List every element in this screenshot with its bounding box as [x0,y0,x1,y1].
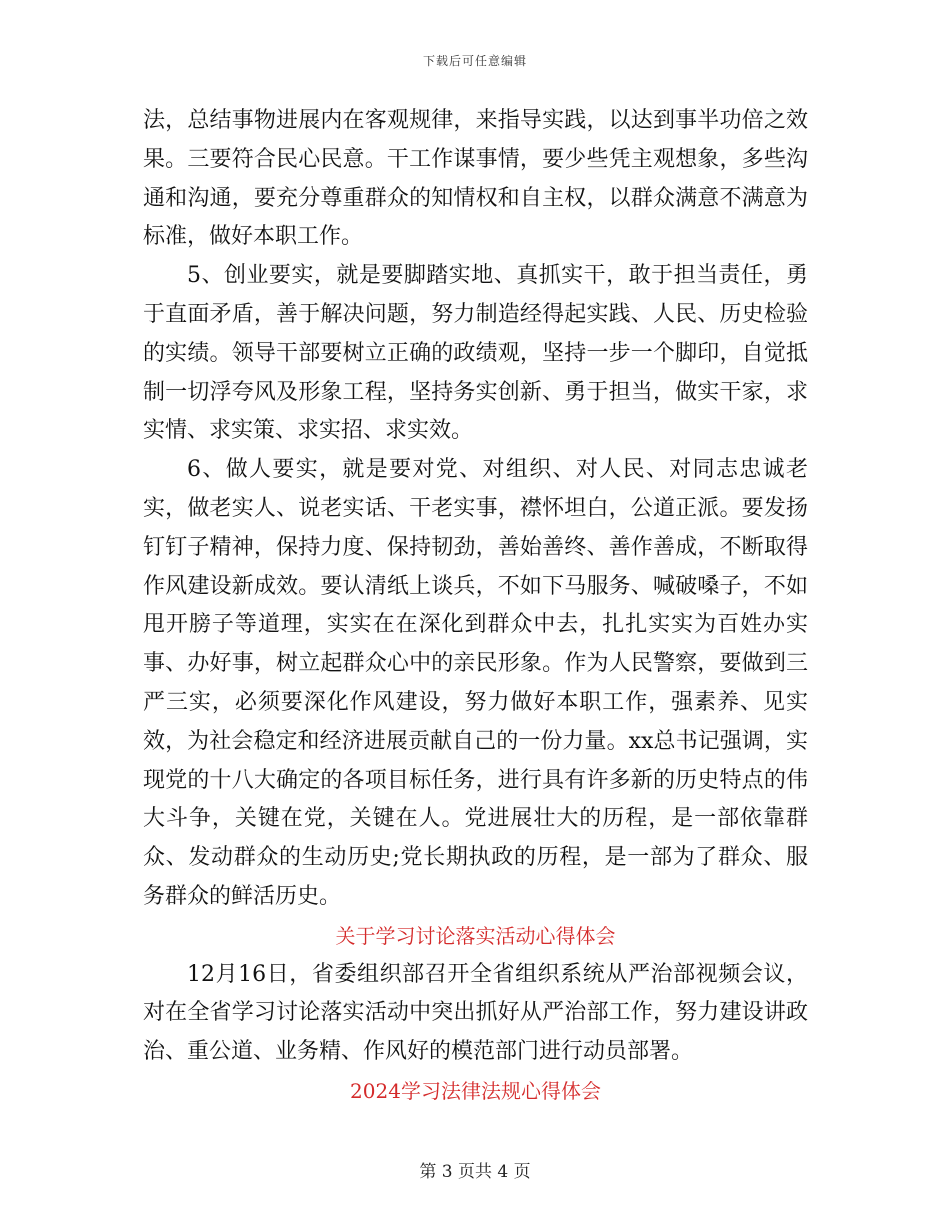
paragraph-6-conduct: 6、做人要实，就是要对党、对组织、对人民、对同志忠诚老实，做老实人、说老实话、干老实事，襟怀坦白，公道正派。要发扬钉钉子精神，保持力度、保持韧劲，善始善终、善作善成，不断取得作风建设新成效。要认清纸上谈兵，不如下马服务、喊破嗓子，不如甩开膀子等道理，实实在在深化到群众中去，扎扎实实为百姓办实事、办好事，树立起群众心中的亲民形象。作为人民警察，要做到三严三实，必须要深化作风建设，努力做好本职工作，强素养、见实效，为社会稳定和经济进展贡献自己的一份力量。xx总书记强调，实现党的十八大确定的各项目标任务，进行具有许多新的历史特点的伟大斗争，关键在党，关键在人。党进展壮大的历程，是一部依靠群众、发动群众的生动历史;党长期执政的历程，是一部为了群众、服务群众的鲜活历史。 [143,457,808,909]
paragraph-5-entrepreneurship: 5、创业要实，就是要脚踏实地、真抓实干，敢于担当责任，勇于直面矛盾，善于解决问题，努力制造经得起实践、人民、历史检验的实绩。领导干部要树立正确的政绩观，坚持一步一个脚印，自觉抵制一切浮夸风及形象工程，坚持务实创新、勇于担当，做实干家，求实情、求实策、求实招、求实效。 [143,263,808,444]
section-title-law-study: 2024学习法律法规心得体会 [350,1078,601,1103]
page-header: 下载后可任意编辑 [422,54,527,68]
paragraph-meeting: 12月16日，省委组织部召开全省组织系统从严治部视频会议，对在全省学习讨论落实活动中突出抓好从严治部工作，努力建设讲政治、重公道、业务精、作风好的模范部门进行动员部署。 [143,961,808,1065]
section-title-study-discussion: 关于学习讨论落实活动心得体会 [335,923,616,948]
paragraph-continued: 法，总结事物进展内在客观规律，来指导实践，以达到事半功倍之效果。三要符合民心民意。干工作谋事情，要少些凭主观想象，多些沟通和沟通，要充分尊重群众的知情权和自主权，以群众满意不满意为标准，做好本职工作。 [143,108,808,250]
document-body [143,102,808,1111]
page-number-footer: 第 3 页共 4 页 [419,1162,531,1182]
